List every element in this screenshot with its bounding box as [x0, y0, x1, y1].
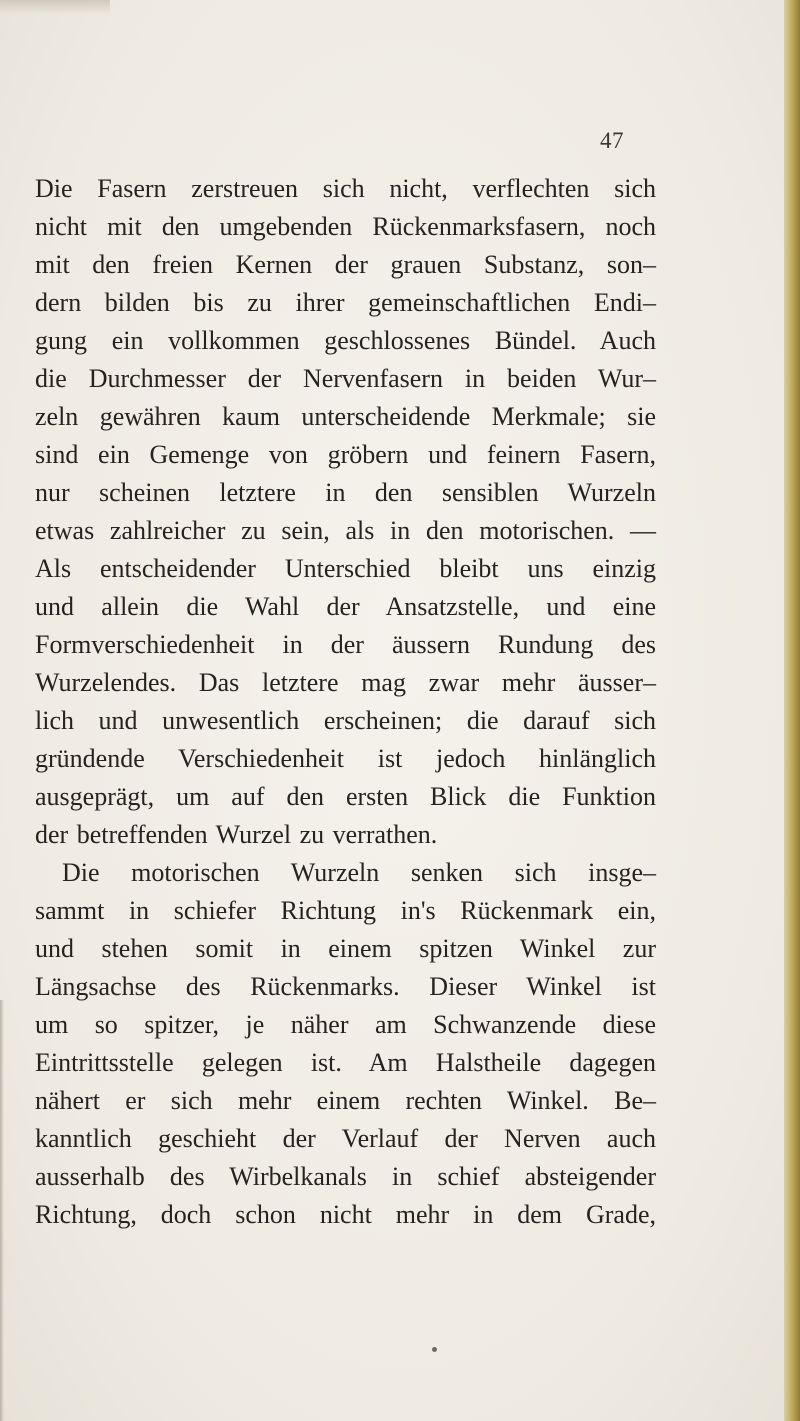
text-line: Die motorischen Wurzeln senken sich insge– [62, 858, 656, 887]
text-line: ausserhalb des Wirbelkanals in schief absteigender [35, 1162, 656, 1191]
text-line: Die Fasern zerstreuen sich nicht, verflechten sich [35, 174, 656, 203]
text-line: die Durchmesser der Nervenfasern in beiden Wur– [35, 364, 656, 393]
text-line: kanntlich geschieht der Verlauf der Nerven auch [35, 1124, 656, 1153]
ink-speck [432, 1347, 437, 1352]
text-line: um so spitzer, je näher am Schwanzende diese [35, 1010, 656, 1039]
text-line: Wurzelendes. Das letztere mag zwar mehr äusser– [35, 668, 656, 697]
text-line: nur scheinen letztere in den sensiblen Wurzeln [35, 478, 656, 507]
text-line: und allein die Wahl der Ansatzstelle, und eine [35, 592, 656, 621]
text-line: Richtung, doch schon nicht mehr in dem Grade, [35, 1200, 656, 1229]
text-line: zeln gewähren kaum unterscheidende Merkmale; sie [35, 402, 656, 431]
text-line: sind ein Gemenge von gröbern und feinern Fasern, [35, 440, 656, 469]
text-line: Längsachse des Rückenmarks. Dieser Winkel ist [35, 972, 656, 1001]
text-line: dern bilden bis zu ihrer gemeinschaftlichen Endi– [35, 288, 656, 317]
text-line: lich und unwesentlich erscheinen; die darauf sich [35, 706, 656, 735]
text-line: gründende Verschiedenheit ist jedoch hinlänglich [35, 744, 656, 773]
text-line: gung ein vollkommen geschlossenes Bündel. Auch [35, 326, 656, 355]
text-line: Formverschiedenheit in der äussern Rundung des [35, 630, 656, 659]
page-shadow-left [0, 1000, 4, 1421]
text-line: nähert er sich mehr einem rechten Winkel. Be– [35, 1086, 656, 1115]
text-line: ausgeprägt, um auf den ersten Blick die Funktion [35, 782, 656, 811]
page-number: 47 [600, 128, 624, 153]
text-line: nicht mit den umgebenden Rückenmarksfasern, noch [35, 212, 656, 241]
page-binding-edge [784, 0, 800, 1421]
text-line: und stehen somit in einem spitzen Winkel zur [35, 934, 656, 963]
text-line: Eintrittsstelle gelegen ist. Am Halstheile dagegen [35, 1048, 656, 1077]
text-line: Als entscheidender Unterschied bleibt uns einzig [35, 554, 656, 583]
page-shadow-top [0, 0, 110, 14]
text-line: etwas zahlreicher zu sein, als in den motorischen. — [35, 516, 656, 545]
text-line: der betreffenden Wurzel zu verrathen. [35, 820, 438, 849]
text-line: sammt in schiefer Richtung in's Rückenmark ein, [35, 896, 656, 925]
text-line: mit den freien Kernen der grauen Substanz, son– [35, 250, 656, 279]
